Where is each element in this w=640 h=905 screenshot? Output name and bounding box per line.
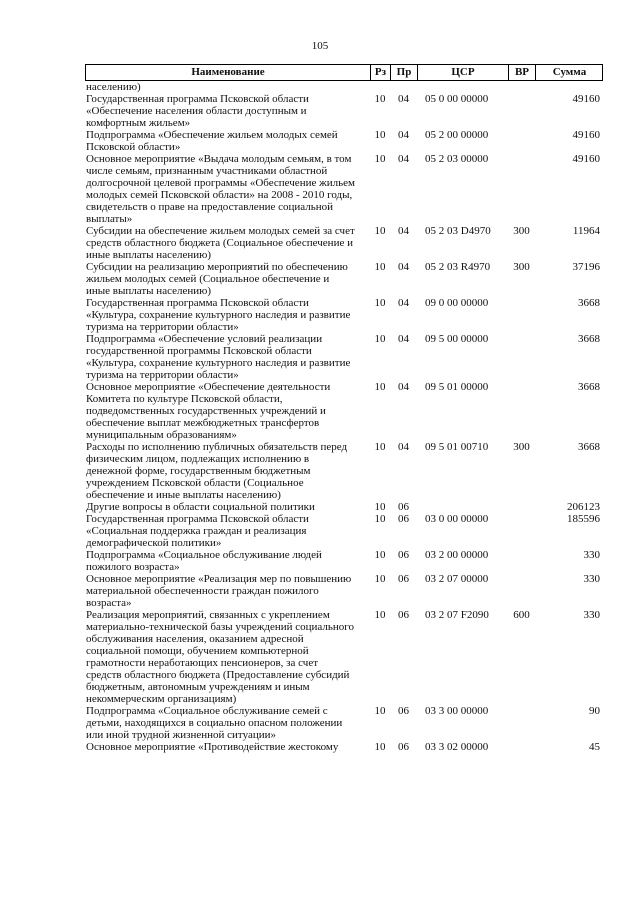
- cell-pr: 06: [398, 513, 409, 525]
- table-row: [85, 705, 603, 741]
- cell-name: Субсидии на реализацию мероприятий по обеспечению жильем молодых семей (Социальное обеспечение и иные выплаты населению): [86, 261, 348, 297]
- table-row: [85, 81, 603, 93]
- cell-csr: 09 5 00 00000: [425, 333, 489, 345]
- table-row: [85, 93, 603, 129]
- cell-pr: 04: [398, 333, 409, 345]
- cell-name: Другие вопросы в области социальной политики: [86, 501, 315, 513]
- table-row: [85, 333, 603, 381]
- cell-rz: 10: [374, 225, 386, 237]
- cell-csr: 05 0 00 00000: [425, 93, 489, 105]
- cell-csr: 09 5 01 00710: [425, 441, 489, 453]
- cell-rz: 10: [374, 129, 386, 141]
- cell-pr: 04: [398, 381, 409, 393]
- budget-table: [85, 64, 603, 753]
- cell-csr: 03 2 00 00000: [425, 549, 489, 561]
- cell-sum: 330: [583, 549, 600, 561]
- table-row: [85, 501, 603, 513]
- cell-pr: 04: [398, 297, 409, 309]
- table-row: [85, 129, 603, 153]
- cell-csr: 03 2 07 00000: [425, 573, 489, 585]
- table-row: [85, 573, 603, 609]
- table-row: [85, 741, 603, 753]
- cell-csr: 03 3 00 00000: [425, 705, 489, 717]
- cell-sum: 3668: [578, 441, 600, 453]
- cell-rz: 10: [374, 513, 386, 525]
- cell-csr: 03 3 02 00000: [425, 741, 489, 753]
- cell-rz: 10: [374, 549, 386, 561]
- table-row: [85, 549, 603, 573]
- cell-name: Государственная программа Псковской области «Культура, сохранение культурного наследия и развитие туризма на территории области»: [86, 297, 351, 333]
- cell-name: Основное мероприятие «Обеспечение деятельности Комитета по культуре Псковской области, подведомственных государственных учреждений и обеспечение выплат межбюджетных трансфертов муниципальным образованиям»: [86, 381, 331, 441]
- cell-name: Государственная программа Псковской области «Обеспечение населения области доступным и комфортным жильем»: [86, 93, 309, 129]
- cell-vr: 600: [513, 609, 530, 621]
- cell-name: Реализация мероприятий, связанных с укреплением материально-технической базы учреждений социального обслуживания населения, оказанием адресной социальной помощи, обучением компьютерной грамотности неработающих пенсионеров, за счет средств областного бюджета (Предоставление субсидий бюджетным, автономным учреждениям и иным некоммерческим организациям): [86, 609, 355, 705]
- cell-rz: 10: [374, 741, 386, 753]
- cell-name: Основное мероприятие «Реализация мер по повышению материальной обеспеченности граждан пожилого возраста»: [86, 573, 352, 609]
- cell-csr: 09 5 01 00000: [425, 381, 489, 393]
- cell-name: Расходы по исполнению публичных обязательств перед физическим лицом, подлежащих исполнению в денежной форме, государственным бюджетным учреждением Псковской области (Социальное обеспечение и иные выплаты населению): [86, 441, 348, 501]
- cell-sum: 3668: [578, 297, 600, 309]
- cell-name: Подпрограмма «Обеспечение условий реализации государственной программы Псковской области «Культура, сохранение культурного наследия и развитие туризма на территории области»: [86, 333, 351, 381]
- cell-sum: 49160: [572, 129, 600, 141]
- cell-rz: 10: [374, 609, 386, 621]
- cell-csr: 03 2 07 F2090: [425, 609, 489, 621]
- header-rz: Рз: [371, 65, 391, 80]
- cell-vr: 300: [513, 441, 530, 453]
- cell-name: Основное мероприятие «Противодействие жестокому: [86, 741, 339, 753]
- cell-rz: 10: [374, 261, 386, 273]
- cell-sum: 49160: [572, 153, 600, 165]
- cell-csr: 05 2 03 D4970: [425, 225, 491, 237]
- cell-csr: 09 0 00 00000: [425, 297, 489, 309]
- cell-sum: 45: [589, 741, 600, 753]
- page-number: 105: [311, 40, 329, 52]
- cell-pr: 04: [398, 153, 409, 165]
- header-csr: ЦСР: [418, 65, 509, 80]
- cell-name: Подпрограмма «Социальное обслуживание семей с детьми, находящихся в социально опасном положении или иной трудной жизненной ситуации»: [86, 705, 343, 741]
- table-row: [85, 153, 603, 225]
- cell-rz: 10: [374, 501, 386, 513]
- cell-pr: 06: [398, 609, 409, 621]
- cell-sum: 3668: [578, 333, 600, 345]
- cell-sum: 206123: [567, 501, 600, 513]
- table-row: [85, 513, 603, 549]
- cell-csr: 03 0 00 00000: [425, 513, 489, 525]
- cell-csr: 05 2 00 00000: [425, 129, 489, 141]
- table-row: [85, 381, 603, 441]
- cell-rz: 10: [374, 153, 386, 165]
- cell-sum: 11964: [572, 225, 600, 237]
- table-header: [85, 64, 603, 81]
- header-vr: ВР: [509, 65, 536, 80]
- cell-vr: 300: [513, 225, 530, 237]
- cell-pr: 06: [398, 705, 409, 717]
- table-row: [85, 441, 603, 501]
- cell-name: населению): [86, 81, 141, 93]
- cell-rz: 10: [374, 441, 386, 453]
- table-body: [85, 81, 603, 753]
- cell-sum: 330: [583, 573, 600, 585]
- cell-csr: 05 2 03 R4970: [425, 261, 491, 273]
- cell-pr: 06: [398, 501, 409, 513]
- cell-pr: 04: [398, 129, 409, 141]
- header-name: Наименование: [86, 65, 371, 80]
- cell-name: Государственная программа Псковской области «Социальная поддержка граждан и реализация демографической политики»: [86, 513, 309, 549]
- cell-rz: 10: [374, 381, 386, 393]
- cell-rz: 10: [374, 297, 386, 309]
- cell-name: Субсидии на обеспечение жильем молодых семей за счет средств областного бюджета (Социальное обеспечение и иные выплаты населению): [86, 225, 355, 261]
- cell-pr: 04: [398, 225, 409, 237]
- cell-rz: 10: [374, 93, 386, 105]
- cell-sum: 49160: [572, 93, 600, 105]
- cell-pr: 04: [398, 441, 409, 453]
- cell-pr: 06: [398, 573, 409, 585]
- cell-pr: 06: [398, 741, 409, 753]
- cell-sum: 3668: [578, 381, 600, 393]
- cell-csr: 05 2 03 00000: [425, 153, 489, 165]
- cell-vr: 300: [513, 261, 530, 273]
- table-row: [85, 261, 603, 297]
- cell-name: Подпрограмма «Социальное обслуживание людей пожилого возраста»: [86, 549, 322, 573]
- cell-pr: 04: [398, 93, 409, 105]
- header-sum: Сумма: [552, 66, 587, 78]
- cell-pr: 06: [398, 549, 409, 561]
- header-pr: Пр: [391, 65, 418, 80]
- cell-sum: 90: [589, 705, 600, 717]
- cell-name: Основное мероприятие «Выдача молодым семьям, в том числе семьям, признанным участниками областной долгосрочной целевой программы «Обеспечение жильем молодых семей Псковской области» на 2008 - 2010 годы, свидетельств о праве на предоставление социальной выплаты»: [86, 153, 355, 225]
- cell-sum: 185596: [567, 513, 600, 525]
- cell-rz: 10: [374, 573, 386, 585]
- cell-sum: 37196: [572, 261, 600, 273]
- cell-rz: 10: [374, 333, 386, 345]
- cell-pr: 04: [398, 261, 409, 273]
- table-row: [85, 297, 603, 333]
- cell-name: Подпрограмма «Обеспечение жильем молодых семей Псковской области»: [86, 129, 338, 153]
- table-row: [85, 609, 603, 705]
- cell-sum: 330: [583, 609, 600, 621]
- cell-rz: 10: [374, 705, 386, 717]
- table-row: [85, 225, 603, 261]
